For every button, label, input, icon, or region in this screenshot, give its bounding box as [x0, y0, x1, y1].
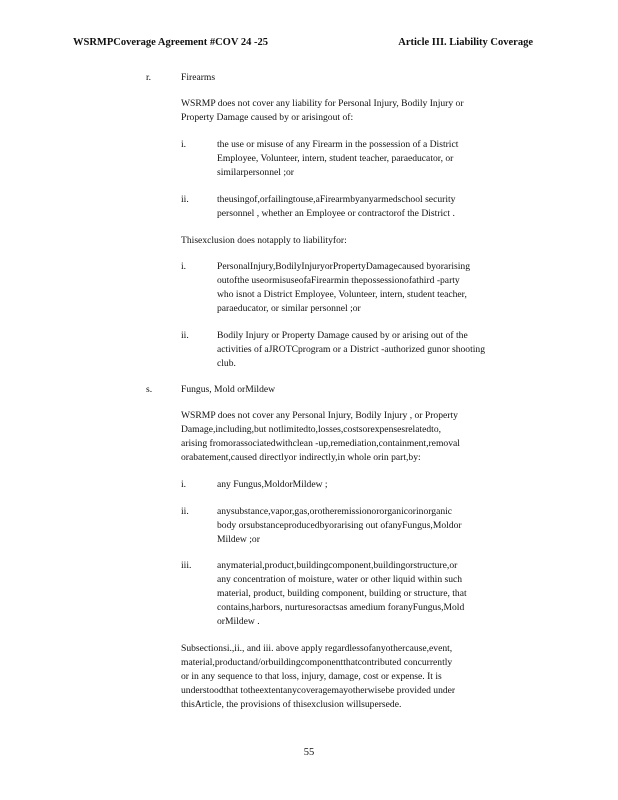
list-item-line: Bodily Injury or Property Damage caused by or arising out of the: [217, 330, 468, 341]
section-r-letter: r.: [146, 72, 152, 83]
paragraph-line: orabatement,caused directlyor indirectly,in whole orin part,by:: [181, 452, 421, 463]
list-item: [217, 478, 537, 492]
list-item-line: personnel , whether an Employee or contractorof the District .: [217, 208, 455, 219]
paragraph-line: arising fromorassociatedwithclean -up,remediation,containment,removal: [181, 438, 460, 449]
list-item: [217, 138, 537, 180]
list-item: [217, 559, 537, 629]
list-item-line: Employee, Volunteer, intern, student teacher, paraeducator, or: [217, 153, 454, 164]
list-item-line: the use or misuse of any Firearm in the possession of a District: [217, 139, 459, 150]
paragraph-line: understoodthat totheextentanycoveragemayotherwisebe provided under: [181, 685, 456, 696]
list-item-line: any concentration of moisture, water or other liquid within such: [217, 574, 463, 585]
header-article-title: Article III. Liability Coverage: [398, 37, 533, 48]
list-item-line: any Fungus,MoldorMildew ;: [217, 479, 328, 490]
paragraph-line: thisArticle, the provisions of thisexclusion willsupersede.: [181, 699, 402, 710]
list-item: [217, 260, 537, 316]
list-item-line: paraeducator, or similar personnel ;or: [217, 303, 361, 314]
list-item-line: body orsubstanceproducedbyorarising out ofanyFungus,Moldor: [217, 520, 462, 531]
list-item: [217, 193, 537, 221]
list-item-line: anymaterial,product,buildingcomponent,buildingorstructure,or: [217, 560, 458, 571]
page-number: 55: [303, 747, 315, 758]
section-s-title: Fungus, Mold orMildew: [181, 384, 276, 395]
section-s-closing: [181, 642, 537, 712]
paragraph-line: material,productand/orbuildingcomponentthatcontributed concurrently: [181, 657, 453, 668]
list-item: [217, 329, 537, 371]
list-item-line: club.: [217, 358, 236, 369]
list-item-line: outofthe useormisuseofaFirearmin thepossessionofathird -party: [217, 275, 460, 286]
paragraph-line: Damage,including,but notlimitedto,losses,costsorexpensesrelatedto,: [181, 424, 442, 435]
list-item-line: theusingof,orfailingtouse,aFirearmbyanyarmedschool security: [217, 194, 456, 205]
list-number: ii.: [181, 194, 189, 205]
list-item: [217, 505, 537, 547]
paragraph-line: WSRMP does not cover any Personal Injury, Bodily Injury , or Property: [181, 410, 458, 421]
list-item-line: Mildew ;or: [217, 534, 260, 545]
section-s-intro: [181, 409, 537, 465]
list-item-line: anysubstance,vapor,gas,orotheremissionororganicorinorganic: [217, 506, 453, 517]
list-number: i.: [181, 261, 187, 272]
paragraph-line: Property Damage caused by or arisingout of:: [181, 112, 354, 123]
list-item-line: who isnot a District Employee, Volunteer, intern, student teacher,: [217, 289, 467, 300]
paragraph-line: or in any sequence to that loss, injury, damage, cost or expense. It is: [181, 671, 442, 682]
section-r-intro: [181, 97, 537, 125]
list-item-line: orMildew .: [217, 616, 260, 627]
list-item-line: contains,harbors, nurturesoractsas amedium foranyFungus,Mold: [217, 602, 465, 613]
paragraph-line: Subsectionsi.,ii., and iii. above apply regardlessofanyothercause,event,: [181, 643, 453, 654]
list-number: ii.: [181, 330, 189, 341]
paragraph-line: WSRMP does not cover any liability for Personal Injury, Bodily Injury or: [181, 98, 464, 109]
section-r-title: Firearms: [181, 72, 216, 83]
list-number: ii.: [181, 506, 189, 517]
header-agreement-title: WSRMPCoverage Agreement #COV 24 -25: [73, 37, 268, 48]
section-s-letter: s.: [146, 384, 153, 395]
list-number: i.: [181, 139, 187, 150]
list-number: iii.: [181, 560, 192, 571]
list-item-line: PersonalInjury,BodilyInjuryorPropertyDamagecaused byorarising: [217, 261, 471, 272]
list-item-line: similarpersonnel ;or: [217, 167, 294, 178]
list-item-line: activities of aJROTCprogram or a District -authorized gunor shooting: [217, 344, 486, 355]
list-item-line: material, product, building component, building or structure, that: [217, 588, 467, 599]
list-number: i.: [181, 479, 187, 490]
section-r-exclusion-intro: Thisexclusion does notapply to liabilityfor:: [181, 235, 347, 246]
